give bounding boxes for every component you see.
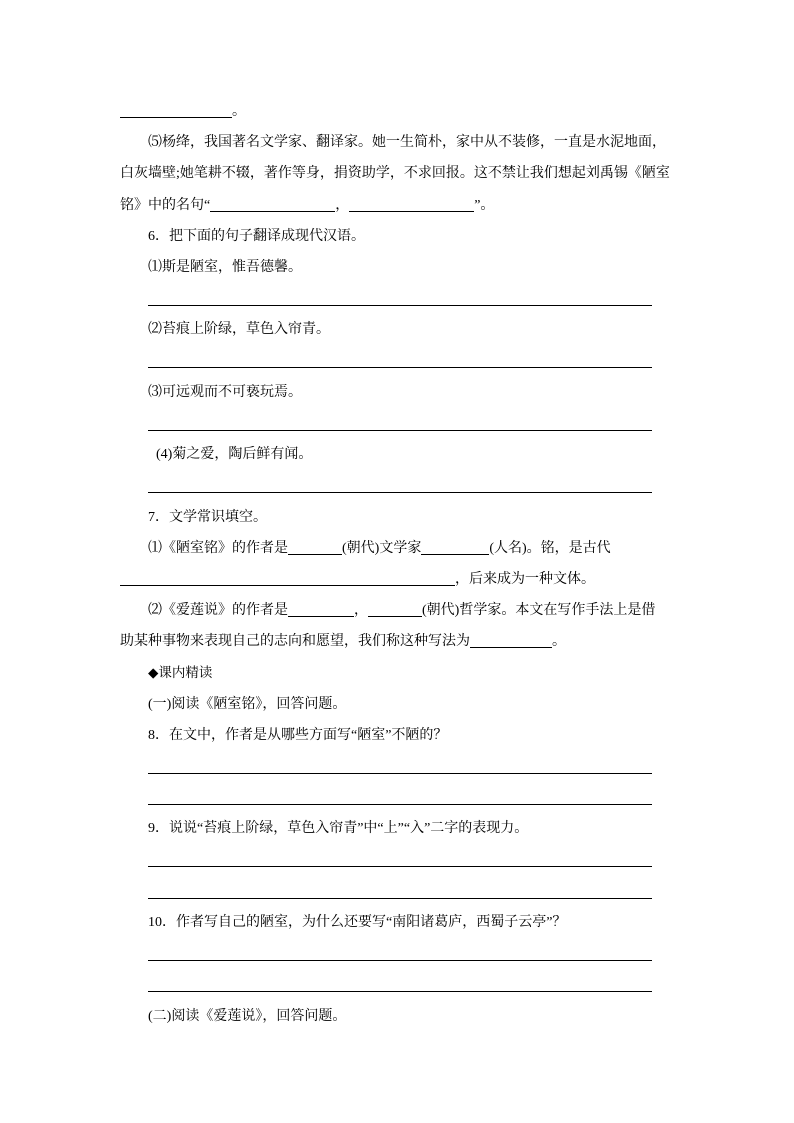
answer-line: [148, 305, 652, 306]
q7-part1-mid2: (人名)。铭，是古代: [489, 541, 611, 556]
question-6-item-4: (4)菊之爱，陶后鲜有闻。: [156, 447, 313, 462]
answer-line: [148, 804, 652, 805]
q7-part1-mid1: (朝代)文学家: [342, 541, 422, 556]
reading-2-heading: (二)阅读《爱莲说》，回答问题。: [148, 1009, 347, 1024]
answer-line: [148, 960, 652, 961]
item5-line1: ⑸杨绛，我国著名文学家、翻译家。她一生简朴，家中从不装修，一直是水泥地面，: [148, 135, 666, 150]
section-heading: ◆课内精读: [148, 665, 213, 680]
answer-blank: [288, 540, 342, 555]
question-6-item-2: ⑵苔痕上阶绿，草色入帘青。: [148, 322, 330, 337]
item5-line2: 白灰墙壁;她笔耕不辍，著作等身，捐资助学，不求回报。这不禁让我们想起刘禹锡《陋室: [120, 166, 670, 181]
question-7-part1-line2: [120, 570, 595, 590]
answer-blank: [368, 602, 422, 617]
item5-line3-tail: ”。: [474, 198, 495, 213]
item5-line3: [120, 196, 494, 216]
answer-blank: [120, 571, 455, 586]
question-9: 9．说说“苔痕上阶绿，草色入帘青”中“上”“入”二字的表现力。: [148, 821, 529, 836]
question-7-part2-line2: [120, 632, 566, 652]
answer-blank: [470, 633, 552, 648]
punctuation: 。: [232, 104, 246, 119]
q7-part2-mid2: (朝代)哲学家。本文在写作手法上是借: [422, 603, 656, 618]
answer-line: [148, 898, 652, 899]
question-7-part2-line1: [148, 601, 655, 621]
answer-line: [148, 430, 652, 431]
answer-line: [148, 866, 652, 867]
question-7-stem: 7．文学常识填空。: [148, 510, 267, 525]
question-7-part1-line1: [148, 539, 611, 559]
q7-part1-line2-tail: ，后来成为一种文体。: [455, 572, 595, 587]
answer-blank: [120, 103, 232, 118]
answer-blank: [349, 197, 474, 212]
q7-part2-line2-lead: 助某种事物来表现自己的志向和愿望，我们称这种写法为: [120, 634, 470, 649]
previous-item-tail: [120, 102, 246, 122]
q7-part2-line2-tail: 。: [552, 634, 566, 649]
item5-line3-comma: ，: [335, 198, 350, 213]
answer-line: [148, 492, 652, 493]
answer-line: [148, 773, 652, 774]
answer-blank: [421, 540, 489, 555]
question-10: 10．作者写自己的陋室，为什么还要写“南阳诸葛庐，西蜀子云亭”？: [148, 915, 567, 930]
answer-line: [148, 991, 652, 992]
answer-blank: [210, 197, 335, 212]
answer-blank: [288, 602, 354, 617]
question-8: 8．在文中，作者是从哪些方面写“陋室”不陋的？: [148, 728, 448, 743]
q7-part2-mid1: ，: [354, 603, 368, 618]
question-6-item-1: ⑴斯是陋室，惟吾德馨。: [148, 260, 302, 275]
q7-part2-lead: ⑵《爱莲说》的作者是: [148, 603, 288, 618]
reading-1-heading: (一)阅读《陋室铭》，回答问题。: [148, 697, 347, 712]
answer-line: [148, 367, 652, 368]
question-6-item-3: ⑶可远观而不可亵玩焉。: [148, 385, 302, 400]
q7-part1-lead: ⑴《陋室铭》的作者是: [148, 541, 288, 556]
question-6-stem: 6．把下面的句子翻译成现代汉语。: [148, 229, 365, 244]
item5-line3-lead: 铭》中的名句“: [120, 198, 211, 213]
